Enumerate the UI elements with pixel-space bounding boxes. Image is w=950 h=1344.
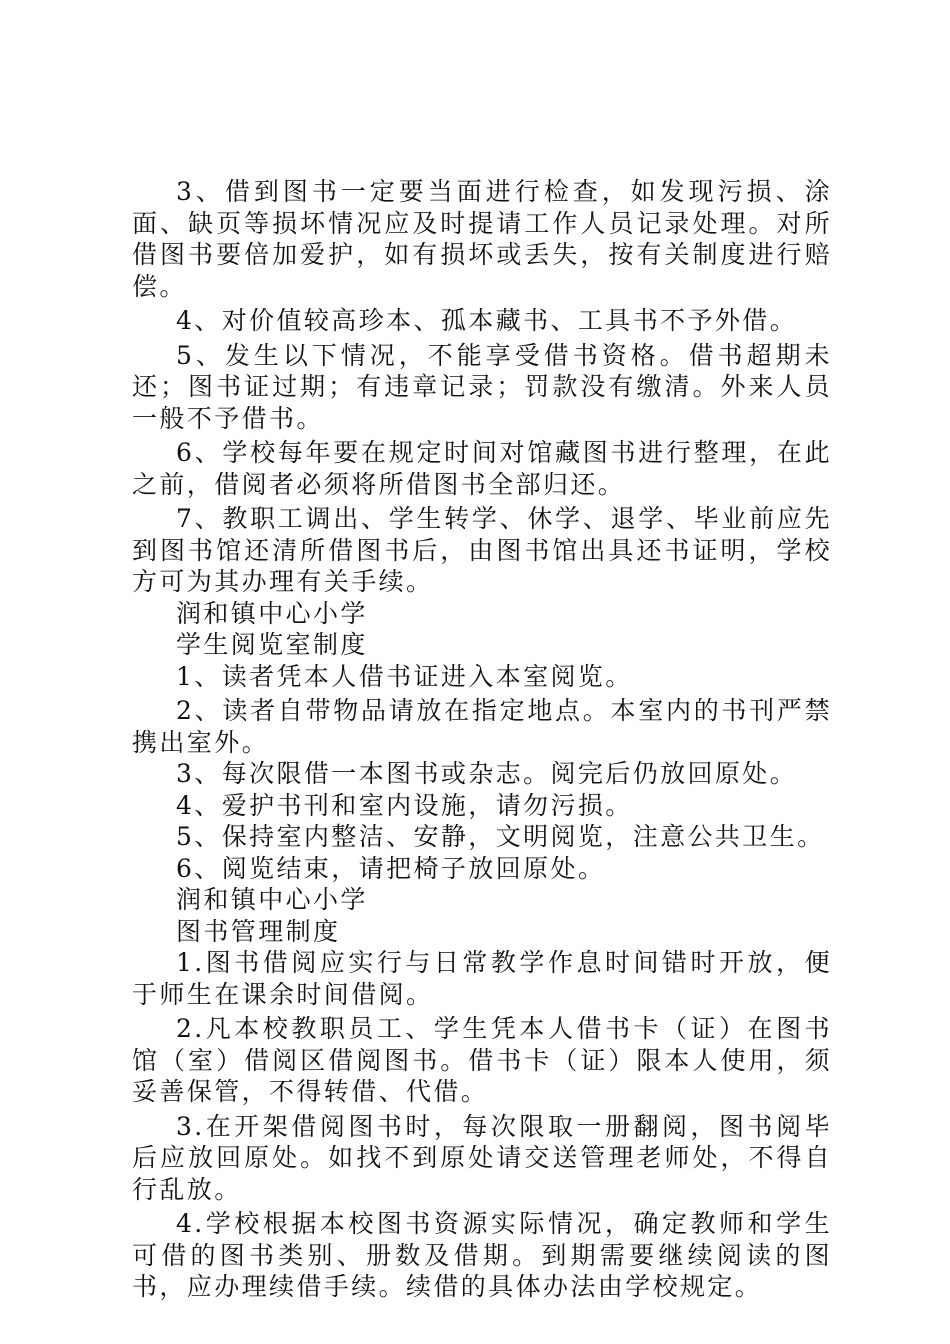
paragraph-rule-7: 7、教职工调出、学生转学、休学、退学、毕业前应先到图书馆还清所借图书后，由图书馆出具还书证明，学校方可为其办理有关手续。 (132, 504, 832, 596)
reading-room-rule-6: 6、阅览结束，请把椅子放回原处。 (176, 853, 606, 883)
reading-room-rule-2: 2、读者自带物品请放在指定地点。本室内的书刊严禁携出室外。 (132, 696, 832, 757)
paragraph-rule-3: 3、借到图书一定要当面进行检查，如发现污损、涂面、缺页等损坏情况应及时提请工作人员记录处理。对所借图书要倍加爱护，如有损坏或丢失，按有关制度进行赔偿。 (132, 177, 832, 301)
management-rule-2: 2.凡本校教职员工、学生凭本人借书卡（证）在图书馆（室）借阅区借阅图书。借书卡（证）限本人使用，须妥善保管，不得转借、代借。 (132, 1014, 832, 1106)
reading-room-rule-1: 1、读者凭本人借书证进入本室阅览。 (176, 661, 633, 691)
section-title-reading-room: 学生阅览室制度 (176, 630, 368, 659)
management-rule-4: 4.学校根据本校图书资源实际情况，确定教师和学生可借的图书类别、册数及借期。到期需要继续阅读的图书，应办理续借手续。续借的具体办法由学校规定。 (132, 1209, 832, 1301)
paragraph-rule-5: 5、发生以下情况，不能享受借书资格。借书超期未还；图书证过期；有违章记录；罚款没有缴清。外来人员一般不予借书。 (132, 340, 832, 433)
document-body (132, 176, 832, 1303)
school-name: 润和镇中心小学 (176, 598, 368, 628)
management-rule-3: 3.在开架借阅图书时，每次限取一册翻阅，图书阅毕后应放回原处。如找不到原处请交送管理老师处，不得自行乱放。 (132, 1111, 832, 1204)
reading-room-rule-3: 3、每次限借一本图书或杂志。阅完后仍放回原处。 (176, 759, 798, 788)
reading-room-rule-4: 4、爱护书刊和室内设施，请勿污损。 (176, 790, 633, 820)
management-rule-1: 1.图书借阅应实行与日常教学作息时间错时开放，便于师生在课余时间借阅。 (132, 948, 832, 1009)
paragraph-rule-4: 4、对价值较高珍本、孤本藏书、工具书不予外借。 (176, 306, 798, 335)
section-title-book-management: 图书管理制度 (176, 916, 341, 946)
reading-room-rule-5: 5、保持室内整洁、安静，文明阅览，注意公共卫生。 (176, 822, 825, 851)
school-name: 润和镇中心小学 (176, 885, 368, 914)
paragraph-rule-6: 6、学校每年要在规定时间对馆藏图书进行整理，在此之前，借阅者必须将所借图书全部归还。 (132, 438, 832, 499)
